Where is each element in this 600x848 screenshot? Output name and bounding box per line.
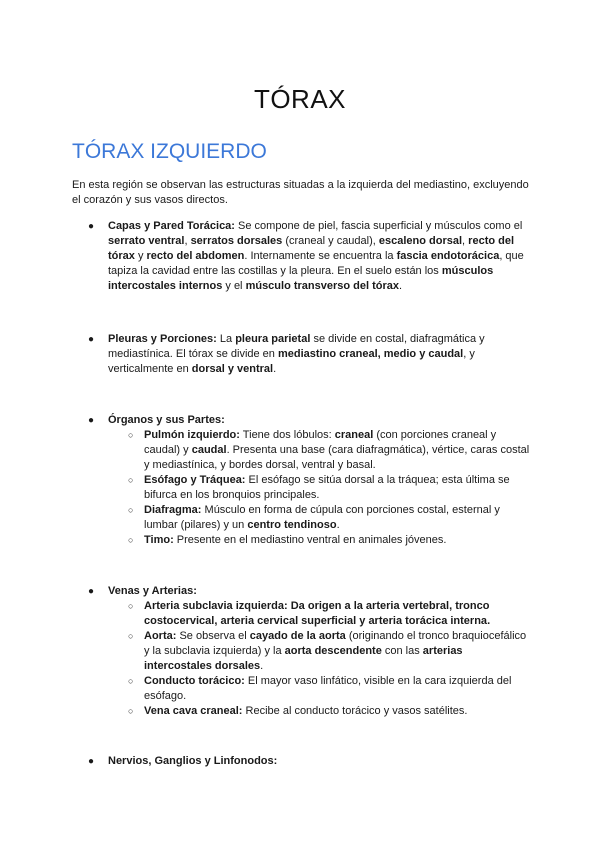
- sub-list-venas: [108, 599, 532, 719]
- item-label: Vena cava craneal:: [144, 705, 243, 717]
- sub-item-esofago: [128, 473, 532, 503]
- bold-term: y: [356, 615, 369, 627]
- text-run: Se observa el: [176, 630, 250, 642]
- item-label: Nervios, Ganglios y Linfonodos:: [108, 755, 278, 767]
- text-run: El mayor vaso linfático, visible en la cara izquierda del esófago.: [144, 675, 512, 702]
- text-run: Recibe al conducto torácico y vasos satélites.: [242, 705, 468, 717]
- bold-term: mediastino craneal, medio y caudal: [277, 348, 464, 360]
- bold-term: arteria cervical superficial: [220, 615, 357, 627]
- text-run: y el: [222, 280, 246, 292]
- text-run: (originando el tronco braquiocefálico y la subclavia izquierda) y la: [144, 630, 527, 657]
- text-run: . Presenta una base (cara diafragmática), vértice, caras costal y mediastínica, y bordes dorsal, ventral y basal.: [144, 444, 530, 471]
- bold-term: serratos dorsales: [190, 235, 283, 247]
- item-text: [108, 754, 532, 769]
- sub-bullet-icon: ○: [128, 706, 134, 716]
- item-label: Venas y Arterias:: [108, 585, 197, 597]
- bold-term: Da origen a la: [287, 600, 366, 612]
- bold-term: serrato ventral: [108, 235, 185, 247]
- text-run: .: [260, 660, 264, 672]
- bold-term: aorta descendente: [284, 645, 382, 657]
- item-text: [108, 584, 532, 719]
- list-item-pleuras: [72, 332, 532, 377]
- bold-term: pleura parietal: [235, 333, 311, 345]
- bold-term: centro tendinoso: [247, 519, 337, 531]
- item-label: Conducto torácico:: [144, 675, 245, 687]
- item-text: [108, 332, 532, 377]
- bold-term: arteria torácica interna: [368, 615, 488, 627]
- text-run: . Internamente se encuentra la: [244, 250, 397, 262]
- text-run: Músculo en forma de cúpula con porciones costal, esternal y lumbar (pilares) y un: [144, 504, 500, 531]
- bold-term: músculo transverso del tórax: [245, 280, 400, 292]
- sub-item-pulmon: [128, 428, 532, 473]
- bold-term: recto del tórax: [108, 235, 515, 262]
- sub-item-diafragma: [128, 503, 532, 533]
- item-label: Pulmón izquierdo:: [144, 429, 240, 441]
- bold-term: dorsal y ventral: [191, 363, 274, 375]
- sub-bullet-icon: ○: [128, 601, 134, 611]
- text-run: (craneal y caudal),: [282, 235, 379, 247]
- text-run: y: [134, 250, 147, 262]
- text-run: El esófago se sitúa dorsal a la tráquea; esta última se bifurca en los bronquios principales.: [144, 474, 510, 501]
- text-run: Presente en el mediastino ventral en animales jóvenes.: [173, 534, 447, 546]
- bold-term: fascia endotorácica: [396, 250, 500, 262]
- section-heading: TÓRAX IZQUIERDO: [72, 140, 267, 163]
- bullet-icon: ●: [88, 415, 95, 426]
- item-label: Aorta:: [144, 630, 177, 642]
- bullet-icon: ●: [88, 756, 95, 767]
- list-item-nervios: [72, 754, 532, 769]
- item-label: Pleuras y Porciones:: [108, 333, 217, 345]
- sub-bullet-icon: ○: [128, 535, 134, 545]
- list-item-organos: [72, 413, 532, 548]
- sub-item-conducto: [128, 674, 532, 704]
- document-title: TÓRAX: [253, 84, 347, 114]
- bold-term: ,: [449, 600, 456, 612]
- sub-item-aorta: [128, 629, 532, 674]
- bold-term: caudal: [191, 444, 227, 456]
- sub-bullet-icon: ○: [128, 430, 134, 440]
- item-label: Timo:: [144, 534, 174, 546]
- text-run: ,: [462, 235, 469, 247]
- text-run: Tiene dos lóbulos:: [239, 429, 335, 441]
- bold-term: cayado de la aorta: [249, 630, 346, 642]
- item-text: [108, 219, 532, 294]
- sub-item-cava: [128, 704, 532, 719]
- bold-term: arterias intercostales dorsales: [144, 645, 463, 672]
- item-label: Esófago y Tráquea:: [144, 474, 246, 486]
- text-run: .: [336, 519, 340, 531]
- text-run: ,: [184, 235, 191, 247]
- bold-term: ,: [214, 615, 221, 627]
- item-label: Órganos y sus Partes:: [108, 414, 225, 426]
- sub-bullet-icon: ○: [128, 631, 134, 641]
- bold-term: tronco costocervical: [144, 600, 490, 627]
- bold-term: .: [487, 615, 491, 627]
- sub-bullet-icon: ○: [128, 505, 134, 515]
- list-item-capas: [72, 219, 532, 294]
- bold-term: recto del abdomen: [146, 250, 245, 262]
- sub-list-organos: [108, 428, 532, 548]
- text-run: La: [216, 333, 236, 345]
- intro-paragraph: En esta región se observan las estructuras situadas a la izquierda del mediastino, excluyendo el corazón y sus vasos directos.: [72, 179, 529, 206]
- item-label: Diafragma:: [144, 504, 202, 516]
- text-run: (con porciones craneal y caudal) y: [144, 429, 497, 456]
- sub-item-subclavia: [128, 599, 532, 629]
- text-run: .: [273, 363, 277, 375]
- text-run: se divide en costal, diafragmática y mediastínica. El tórax se divide en: [108, 333, 485, 360]
- text-run: Se compone de piel, fascia superficial y músculos como el: [234, 220, 523, 232]
- bold-term: escaleno dorsal: [378, 235, 463, 247]
- bullet-icon: ●: [88, 334, 95, 345]
- bullet-icon: ●: [88, 221, 95, 232]
- list-item-venas: [72, 584, 532, 719]
- text-run: , que tapiza la cavidad entre las costillas y la pleura. En el suelo están los: [108, 250, 524, 277]
- bold-term: craneal: [334, 429, 374, 441]
- text-run: .: [399, 280, 403, 292]
- sub-bullet-icon: ○: [128, 475, 134, 485]
- sub-item-timo: [128, 533, 532, 548]
- bullet-icon: ●: [88, 586, 95, 597]
- item-label: Arteria subclavia izquierda:: [144, 600, 288, 612]
- text-run: con las: [381, 645, 423, 657]
- item-label: Capas y Pared Torácica:: [108, 220, 235, 232]
- sub-bullet-icon: ○: [128, 676, 134, 686]
- item-text: [108, 413, 532, 548]
- bold-term: músculos intercostales internos: [108, 265, 494, 292]
- bold-term: arteria vertebral: [365, 600, 450, 612]
- text-run: , y verticalmente en: [108, 348, 475, 375]
